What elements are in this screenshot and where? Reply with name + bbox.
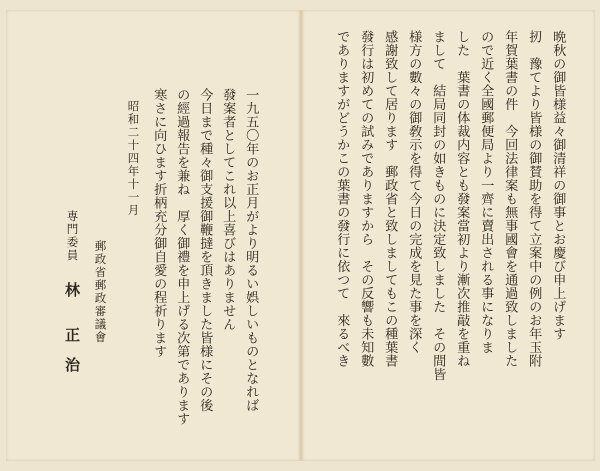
- text-column: の經過報告を兼ね 厚く御禮を申上げる次第であります: [174, 88, 190, 426]
- text-column: 年賀葉書の件 今回法律案も無事國會を通過致しました: [502, 30, 518, 368]
- signatory-name: 林 正 治: [63, 282, 81, 372]
- committee-role: 専門委員: [65, 210, 80, 262]
- text-column: 今日まで種々御支援御鞭撻を頂きました皆様にその後: [197, 88, 213, 412]
- text-column: 發行は初めての試みでありますから その反響も未知數: [358, 30, 374, 368]
- text-column: した 葉書の体裁内容とも發案當初より漸次推敲を重ね: [454, 30, 470, 368]
- text-column: 晩秋の御皆様益々御清祥の御事とお慶び申上げます: [550, 30, 566, 341]
- text-column: 感謝致して居ります 郵政省と致しましてもこの種葉書: [382, 30, 398, 368]
- text-column: 發案者としてこれ以上喜びはありません: [220, 88, 236, 331]
- text-column: ので近く全國郵便局より一齊に賣出される事になりま: [478, 30, 494, 354]
- text-column: でありますがどうかこの葉書の發行に依つて 來るべき: [334, 30, 350, 368]
- text-column: 扨 豫てより皆様の御賛助を得て立案中の例のお年玉附: [526, 30, 542, 368]
- text-column: 一九五〇年のお正月がより明るい娯しいものとなれば: [243, 88, 259, 412]
- page-fold: [299, 10, 303, 461]
- date: 昭和二十四年十一月: [126, 100, 141, 217]
- text-column: まして 結局同封の如きものに決定致しました その間皆: [430, 30, 446, 381]
- text-column: 寒さに向ひます折柄充分御自愛の程祈ります: [151, 88, 167, 358]
- affiliation: 郵政省郵政審議會: [93, 240, 108, 344]
- text-column: 様方の數々の御敎示を得て今日の完成を見た事を深く: [406, 30, 422, 354]
